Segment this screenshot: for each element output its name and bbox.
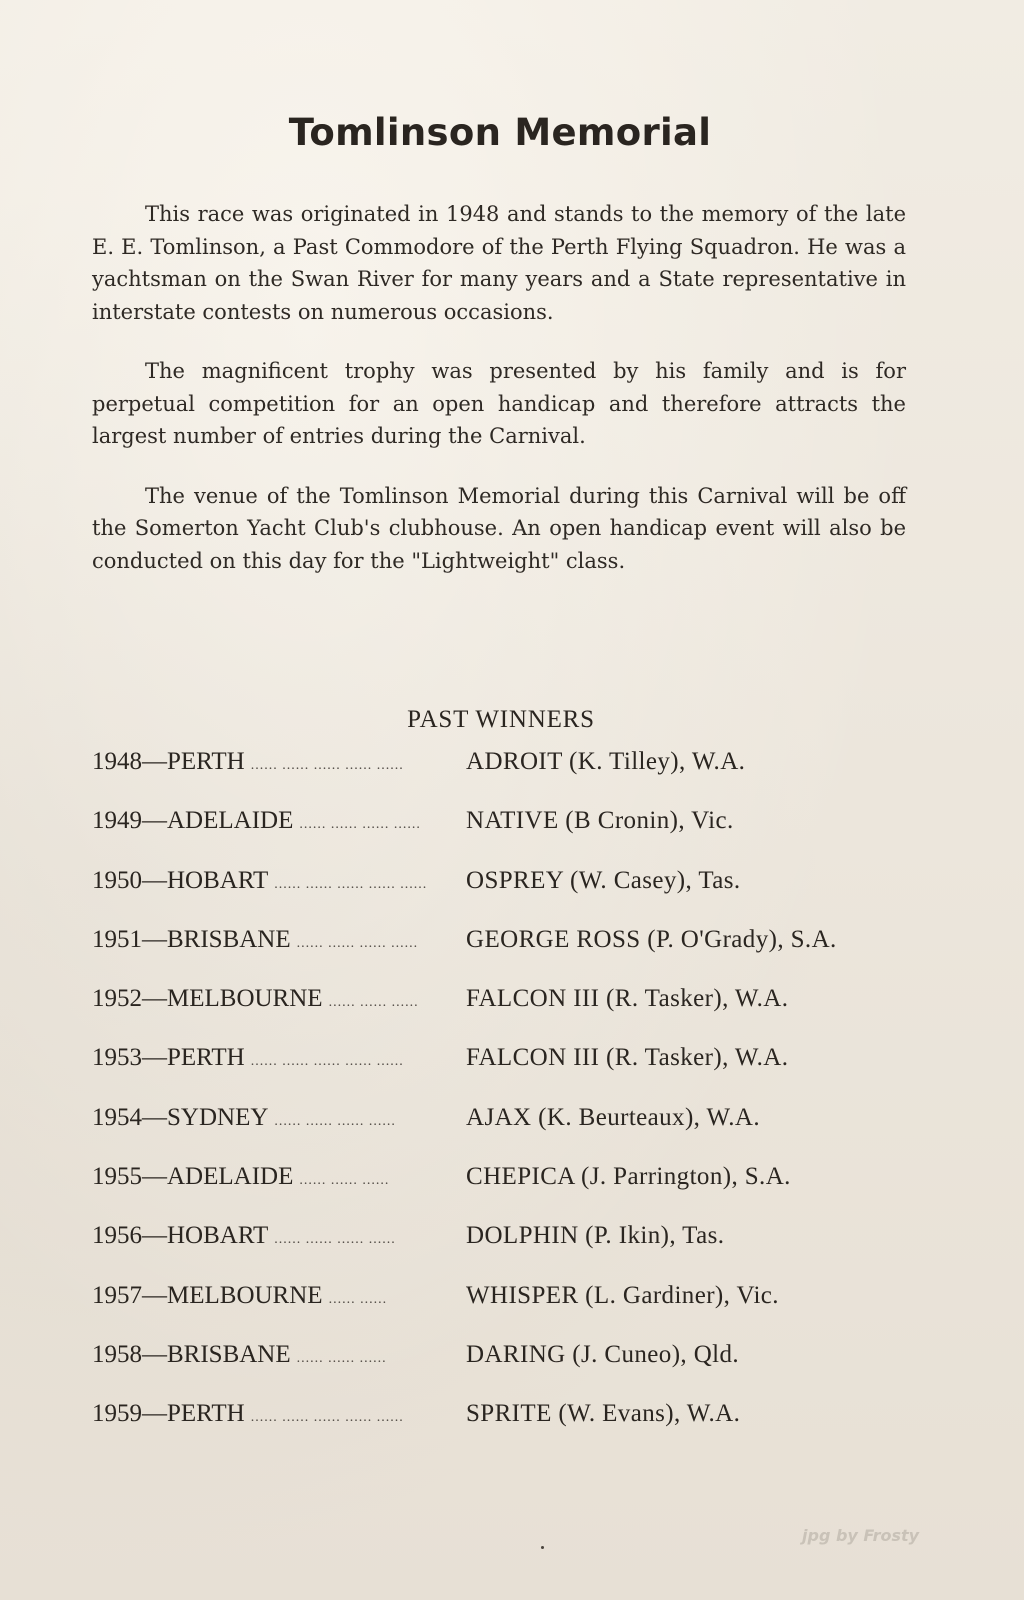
event-label: 1954—SYDNEY — [92, 1103, 269, 1131]
leader-dots: ...... ...... ...... ...... — [274, 1113, 396, 1129]
winner-row — [92, 1155, 922, 1214]
leader-dots: ...... ...... ...... ...... ...... — [250, 758, 404, 773]
event-cell — [92, 1163, 442, 1191]
leader-dots: ...... ...... ...... ...... ...... — [250, 1054, 404, 1070]
event-label: 1955—ADELAIDE — [92, 1163, 294, 1191]
event-cell — [92, 1282, 442, 1310]
event-label: 1950—HOBART — [92, 866, 269, 894]
winner-row — [92, 1274, 922, 1333]
event-cell — [92, 926, 442, 954]
event-cell — [92, 748, 442, 776]
winner-label: GEORGE ROSS (P. O'Grady), S.A. — [466, 925, 837, 953]
event-cell — [92, 1044, 442, 1072]
winner-label: DARING (J. Cuneo), Qld. — [466, 1340, 740, 1368]
winner-label: DOLPHIN (P. Ikin), Tas. — [466, 1222, 725, 1250]
event-cell — [92, 867, 442, 895]
winner-row — [92, 1214, 922, 1273]
leader-dots: ...... ...... ...... — [299, 1173, 390, 1189]
winner-label: OSPREY (W. Casey), Tas. — [466, 866, 741, 894]
event-label: 1958—BRISBANE — [92, 1340, 291, 1368]
winner-label: SPRITE (W. Evans), W.A. — [466, 1400, 741, 1428]
event-cell — [92, 1222, 442, 1250]
leader-dots: ...... ...... ...... ...... ...... — [250, 1410, 404, 1426]
winner-label: AJAX (K. Beurteaux), W.A. — [466, 1103, 760, 1131]
event-label: 1957—MELBOURNE — [92, 1281, 323, 1309]
intro-text — [92, 198, 906, 604]
event-label: 1949—ADELAIDE — [92, 807, 294, 835]
winner-row — [92, 1392, 922, 1451]
event-cell — [92, 985, 442, 1013]
event-label: 1948—PERTH — [92, 748, 245, 775]
winner-row — [92, 1036, 922, 1095]
winner-row — [92, 1333, 922, 1392]
leader-dots: ...... ...... ...... ...... — [274, 1232, 396, 1248]
leader-dots: ...... ...... ...... ...... — [296, 935, 419, 951]
event-label: 1956—HOBART — [92, 1222, 269, 1250]
past-winners-list — [92, 740, 922, 1452]
leader-dots: ...... ...... ...... ...... ...... — [274, 876, 428, 892]
event-cell — [92, 1341, 442, 1369]
intro-paragraph: This race was originated in 1948 and stands to the memory of the late E. E. Tomlinson, a Past Commodore of the Perth Flying Squadron. He was a yachtsman on the Swan River for many years and a State representative in interstate contests on numerous occasions. — [92, 202, 906, 324]
event-cell — [92, 1104, 442, 1132]
paper-speck — [541, 1546, 544, 1549]
page-title: Tomlinson Memorial — [288, 110, 712, 154]
event-cell — [92, 807, 442, 835]
watermark-credit: jpg by Frosty — [802, 1526, 920, 1545]
winner-label: CHEPICA (J. Parrington), S.A. — [466, 1163, 791, 1191]
event-label: 1952—MELBOURNE — [92, 985, 323, 1013]
winner-row — [92, 977, 922, 1036]
leader-dots: ...... ...... ...... — [328, 995, 419, 1011]
leader-dots: ...... ...... ...... — [296, 1350, 387, 1366]
winner-row — [92, 918, 922, 977]
leader-dots: ...... ...... — [328, 1291, 388, 1307]
winner-label: FALCON III (R. Tasker), W.A. — [466, 985, 789, 1013]
event-label: 1953—PERTH — [92, 1044, 245, 1072]
winner-row — [92, 740, 922, 799]
winner-label: ADROIT (K. Tilley), W.A. — [466, 748, 746, 775]
event-cell — [92, 1400, 442, 1428]
winner-row — [92, 799, 922, 858]
winner-row — [92, 1096, 922, 1155]
leader-dots: ...... ...... ...... ...... — [299, 817, 421, 833]
event-label: 1951—BRISBANE — [92, 925, 291, 953]
intro-paragraph: The magnificent trophy was presented by his family and is for perpetual competition for an open handicap and therefore attracts the largest number of entries during the Carnival. — [92, 359, 906, 448]
intro-paragraph: The venue of the Tomlinson Memorial during this Carnival will be off the Somerton Yacht Club's clubhouse. An open handicap event will also be conducted on this day for the "Lightweight" class. — [92, 483, 906, 573]
winner-label: NATIVE (B Cronin), Vic. — [466, 807, 734, 835]
winner-row — [92, 859, 922, 918]
event-label: 1959—PERTH — [92, 1400, 245, 1428]
past-winners-heading: PAST WINNERS — [407, 706, 595, 733]
winner-label: WHISPER (L. Gardiner), Vic. — [466, 1281, 779, 1309]
winner-label: FALCON III (R. Tasker), W.A. — [466, 1044, 789, 1072]
